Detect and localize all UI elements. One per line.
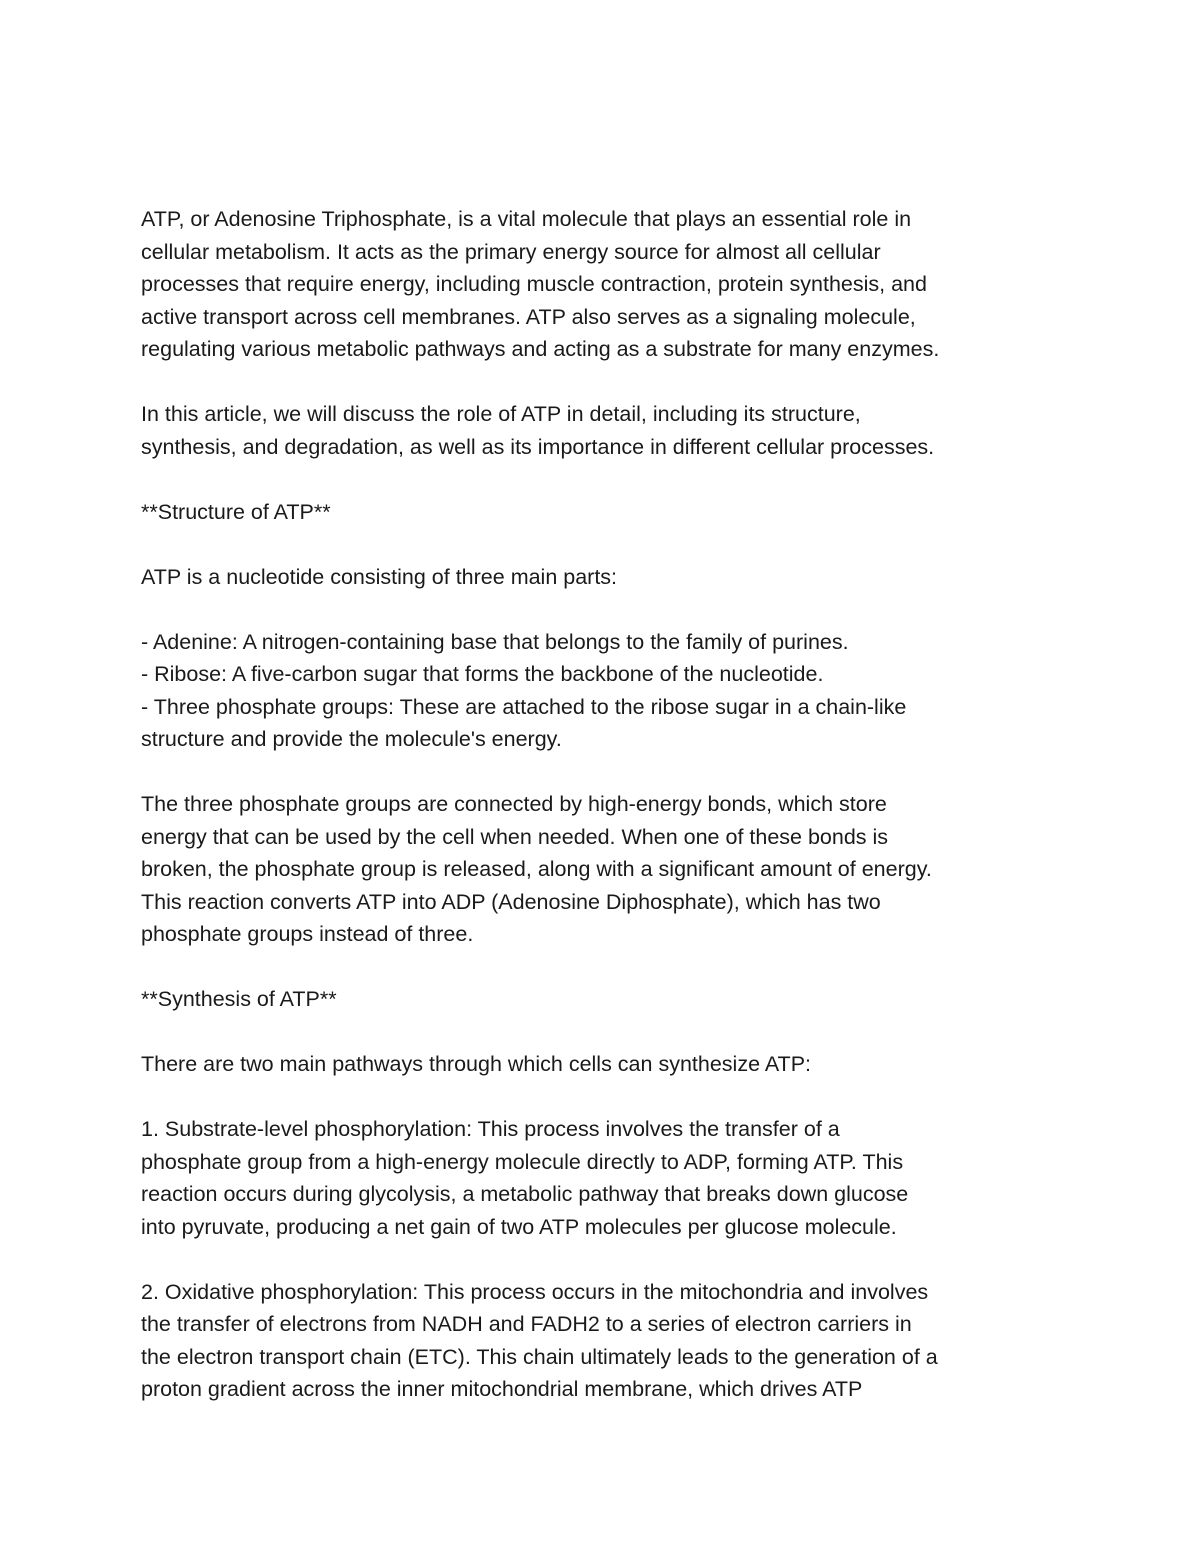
text-line: the transfer of electrons from NADH and FADH2 to a series of electron carriers in (141, 1312, 912, 1336)
text-line: ATP is a nucleotide consisting of three main parts: (141, 564, 618, 589)
synthesis-intro (141, 1048, 1071, 1081)
text-line: broken, the phosphate group is released, along with a significant amount of energy. (141, 857, 932, 881)
text-line: There are two main pathways through which cells can synthesize ATP: (141, 1052, 812, 1076)
structure-intro (141, 561, 1071, 594)
text-line: cellular metabolism. It acts as the primary energy source for almost all cellular (141, 239, 881, 264)
heading-text: **Structure of ATP** (141, 499, 331, 524)
text-line: 1. Substrate-level phosphorylation: This process involves the transfer of a (141, 1117, 840, 1141)
list-item-ribose: - Ribose: A five-carbon sugar that forms the backbone of the nucleotide. (141, 662, 824, 686)
document-body (141, 203, 1071, 1406)
text-line: The three phosphate groups are connected by high-energy bonds, which store (141, 792, 887, 816)
structure-parts-list (141, 626, 1071, 756)
text-line: phosphate group from a high-energy molecule directly to ADP, forming ATP. This (141, 1149, 904, 1174)
text-line: proton gradient across the inner mitochondrial membrane, which drives ATP (141, 1377, 863, 1401)
text-line: 2. Oxidative phosphorylation: This process occurs in the mitochondria and involves (141, 1279, 929, 1304)
paragraph-gap (141, 1081, 1071, 1114)
heading-text: **Synthesis of ATP** (141, 987, 337, 1011)
list-item-adenine: - Adenine: A nitrogen-containing base that belongs to the family of purines. (141, 629, 849, 654)
paragraph-gap (141, 528, 1071, 561)
bonds-paragraph (141, 788, 1071, 951)
structure-heading (141, 496, 1071, 529)
synthesis-heading (141, 983, 1071, 1016)
paragraph-gap (141, 1016, 1071, 1049)
text-line: ATP, or Adenosine Triphosphate, is a vital molecule that plays an essential role in (141, 207, 912, 231)
text-line: synthesis, and degradation, as well as its importance in different cellular processes. (141, 434, 935, 459)
intro-paragraph (141, 203, 1071, 366)
substrate-level-paragraph (141, 1113, 1071, 1243)
paragraph-gap (141, 463, 1071, 496)
list-item-phosphate-continued: structure and provide the molecule's energy. (141, 727, 562, 751)
text-line: processes that require energy, including muscle contraction, protein synthesis, and (141, 272, 927, 296)
paragraph-gap (141, 1243, 1071, 1276)
text-line: into pyruvate, producing a net gain of two ATP molecules per glucose molecule. (141, 1214, 897, 1239)
paragraph-gap (141, 593, 1071, 626)
text-line: phosphate groups instead of three. (141, 922, 474, 946)
text-line: the electron transport chain (ETC). This chain ultimately leads to the generation of a (141, 1344, 938, 1369)
paragraph-gap (141, 951, 1071, 984)
paragraph-gap (141, 756, 1071, 789)
list-item-phosphate: - Three phosphate groups: These are attached to the ribose sugar in a chain-like (141, 694, 907, 719)
overview-paragraph (141, 398, 1071, 463)
text-line: In this article, we will discuss the role of ATP in detail, including its structure, (141, 402, 861, 426)
paragraph-gap (141, 366, 1071, 399)
text-line: energy that can be used by the cell when needed. When one of these bonds is (141, 824, 889, 849)
text-line: reaction occurs during glycolysis, a metabolic pathway that breaks down glucose (141, 1182, 909, 1206)
text-line: This reaction converts ATP into ADP (Adenosine Diphosphate), which has two (141, 889, 881, 914)
text-line: active transport across cell membranes. ATP also serves as a signaling molecule, (141, 304, 916, 329)
oxidative-paragraph (141, 1276, 1071, 1406)
text-line: regulating various metabolic pathways and acting as a substrate for many enzymes. (141, 337, 940, 361)
